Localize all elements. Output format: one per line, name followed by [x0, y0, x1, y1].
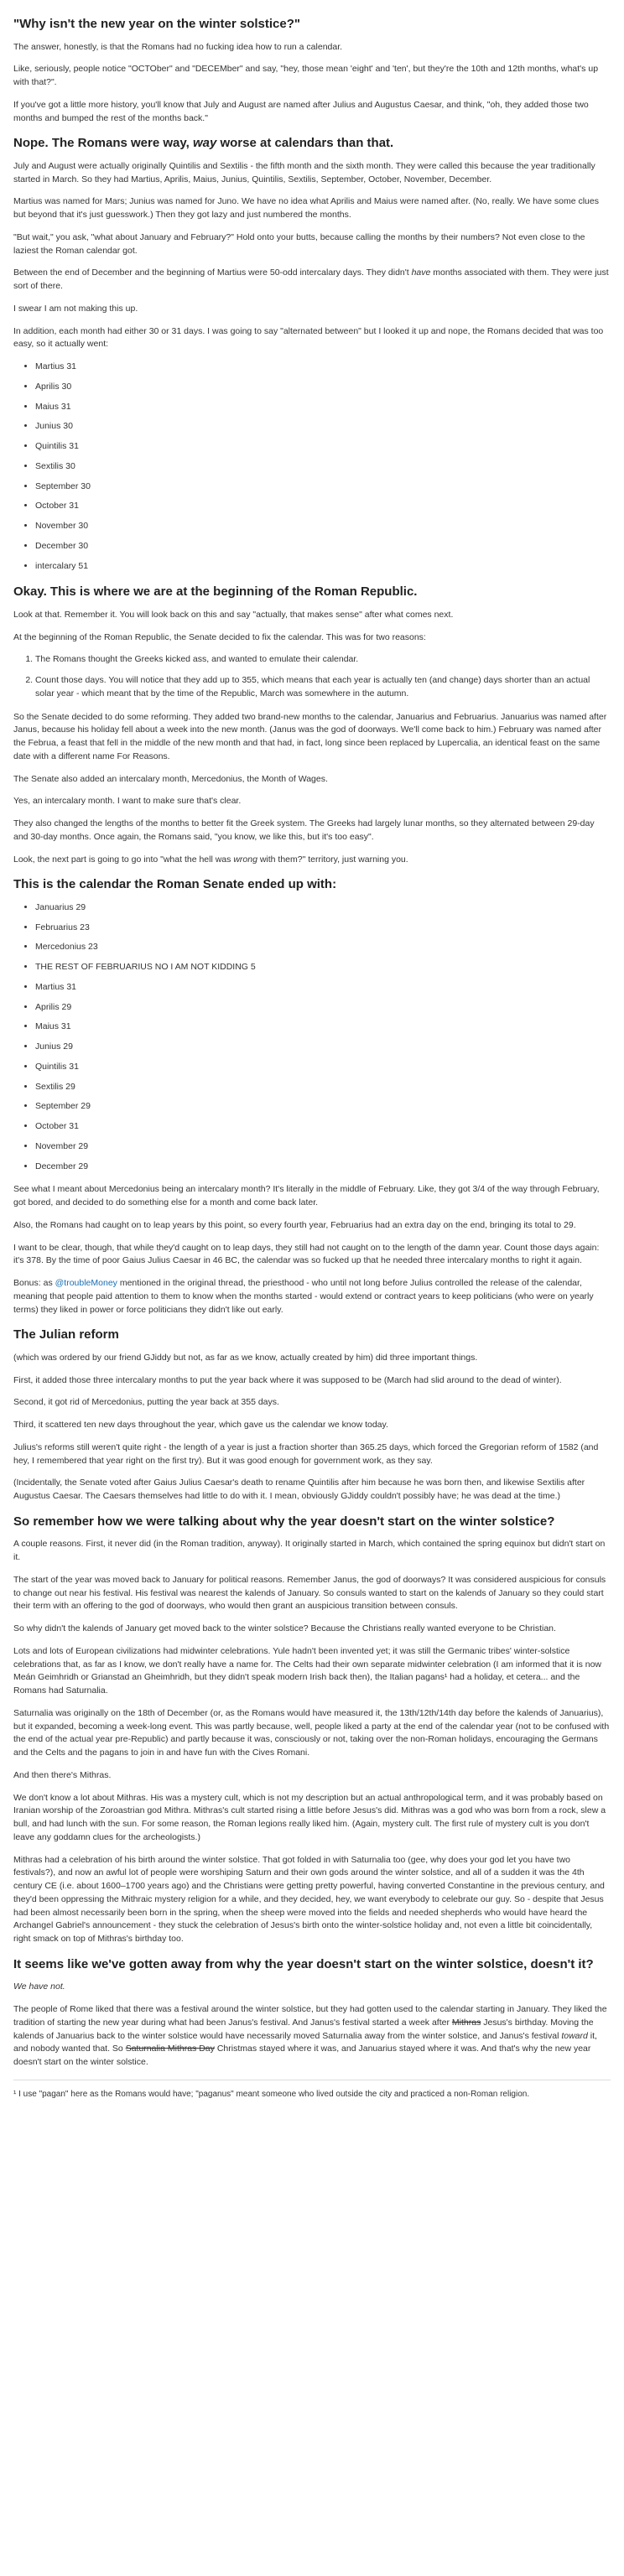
- paragraph: Mithras had a celebration of his birth around the winter solstice. That got folded in with Saturnalia too (gee, why does your god let you have two festivals?), and now an awful lot of people were worshiping Saturn and their own gods around the winter solstice, and all of a sudden it was the 4th century CE (i.e. about 1600–1700 years ago) and the Christians were getting pretty powerful, having converted Constantine in the previous century, and they'd been oppressing the Mithraic mystery religion for a while, and they decided, hey, we want everybody to celebrate our guy. So - despite that Jesus had been almost necessarily been born in the spring, when the sheep were moved into the fields and needed shepherds who would have heard the Archangel Gabriel's announcement - they stuck the celebration of Jesus's birth onto the winter-solstice holiday and, not even a little bit coincidentally, right smack on top of Mithras's birthday too.: [13, 1854, 605, 1944]
- paragraph: July and August were actually originally Quintilis and Sextilis - the fifth month and the sixth month. They were called this because the year traditionally started in March. So they had Martius, Aprilis, Maius, Junius, Quintilis, Sextilis, September, October, November, December.: [13, 160, 595, 184]
- paragraph: Yes, an intercalary month. I want to make sure that's clear.: [13, 796, 242, 807]
- paragraph: "But wait," you ask, "what about January and February?" Hold onto your butts, because calling the months by their numbers? Not even close to the laziest the Roman calendar got.: [13, 231, 585, 256]
- list-item: • Sextilis 29: [35, 1081, 611, 1094]
- list-item: • Martius 31: [35, 361, 611, 374]
- list-item: • Januarius 29: [35, 901, 611, 915]
- list-item: • Sextilis 30: [35, 460, 611, 474]
- new-month-list: [13, 901, 611, 1174]
- paragraph: See what I meant about Mercedonius being an intercalary month? It's literally in the middle of February. Like, they got 3/4 of the way through February, got bored, and decided to do something else for a month and come back later.: [13, 1184, 600, 1208]
- list-item: • October 31: [35, 1120, 611, 1134]
- paragraph: I want to be clear, though, that while they'd caught on to leap days, they still had not caught on to the length of the damn year. Count those days again: it's 378. By the time of poor Gaius Julius Caesar in 46 BC, the calendar was so fucked up that he needed three intercalary months to right it again.: [13, 1242, 600, 1266]
- section-title-solstice: So remember how we were talking about why the year doesn't start on the winter solstice?: [13, 1514, 555, 1529]
- paragraph: The Senate also added an intercalary month, Mercedonius, the Month of Wages.: [13, 773, 328, 784]
- paragraph: The answer, honestly, is that the Romans had no fucking idea how to run a calendar.: [13, 41, 343, 52]
- section-title-intro: "Why isn't the new year on the winter solstice?": [13, 17, 301, 31]
- paragraph: Second, it got rid of Mercedonius, putting the year back at 355 days.: [13, 1397, 279, 1408]
- list-item: • Aprilis 29: [35, 1001, 611, 1015]
- list-item: 1. The Romans thought the Greeks kicked ass, and wanted to emulate their calendar.: [35, 653, 611, 667]
- list-item: • Junius 30: [35, 420, 611, 434]
- paragraph: So why didn't the kalends of January get moved back to the winter solstice? Because the Christians really wanted everyone to be Christian.: [13, 1623, 556, 1633]
- paragraph: Between the end of December and the beginning of Martius were 50-odd intercalary days. They didn't have months associated with them. They were just sort of there.: [13, 267, 609, 291]
- paragraph: We have not.: [13, 1981, 65, 1992]
- paragraph: Look, the next part is going to go into "what the hell was wrong with them?" territory, just warning you.: [13, 854, 408, 865]
- list-item: • Quintilis 31: [35, 440, 611, 454]
- list-item: • December 30: [35, 540, 611, 553]
- section-title-julian: The Julian reform: [13, 1327, 119, 1343]
- paragraph: (which was ordered by our friend GJiddy but not, as far as we know, actually created by him) did three important things.: [13, 1352, 478, 1363]
- paragraph: Bonus: as @troubleMoney mentioned in the original thread, the priesthood - who until not long before Julius controlled the release of the calendar, meaning that people paid attention to them to know when the months started - would extend or contract years to keep politicians (who were on yearly terms) they liked in power or force politicians they didn't like out early.: [13, 1278, 594, 1315]
- paragraph: A couple reasons. First, it never did (in the Roman tradition, anyway). It originally started in March, which contained the spring equinox but didn't start on it.: [13, 1539, 606, 1562]
- paragraph: Like, seriously, people notice "OCTOber" and "DECEMber" and say, "hey, those mean 'eight' and 'ten', but they're the 10th and 12th months, what's up with that?".: [13, 64, 599, 87]
- reasons-list: [13, 653, 611, 700]
- list-item: • September 29: [35, 1100, 611, 1114]
- paragraph: (Incidentally, the Senate voted after Gaius Julius Caesar's death to rename Quintilis after him because he was born then, and likewise Sextilis after Augustus Caesar. The Caesars themselves had little to do with it. I mean, obviously GJiddy couldn't possibly have; he was dead at the time.): [13, 1478, 585, 1501]
- list-item: 2. Count those days. You will notice that they add up to 355, which means that each year is actually ten (and change) days shorter than an actual solar year - which meant that by the time of the Republic, March was somewhere in the autumn.: [35, 674, 611, 701]
- section-title-republic: Okay. This is where we are at the beginning of the Roman Republic.: [13, 584, 418, 600]
- paragraph: So the Senate decided to do some reforming. They added two brand-new months to the calendar, Januarius and Februarius. Januarius was named after Janus, because his holiday fell about a week into the new month. (Janus was the god of doorways. We'll come back to him.) February was named after the Februa, a feast that fell in the middle of the new month and that had, in fact, long since been replaced by Lupercalia, an identical feast on the same date with a different name For Reasons.: [13, 711, 607, 761]
- paragraph: If you've got a little more history, you'll know that July and August are named after Julius and Augustus Caesar, and think, "oh, they added those two months and bumped the rest of the months back.": [13, 99, 589, 123]
- paragraph: Martius was named for Mars; Junius was named for Juno. We have no idea what Aprilis and Maius were named after. (No, really. We have some clues but beyond that it's just guesswork.) Then they got lazy and just numbered the months.: [13, 196, 599, 220]
- list-item: • Februarius 23: [35, 922, 611, 935]
- user-mention-link[interactable]: @troubleMoney: [55, 1278, 117, 1288]
- list-item: • Junius 29: [35, 1041, 611, 1054]
- list-item: • THE REST OF FEBRUARIUS NO I AM NOT KIDDING 5: [35, 961, 611, 974]
- paragraph: Look at that. Remember it. You will look back on this and say "actually, that makes sense" after what comes next.: [13, 609, 454, 620]
- list-item: • September 30: [35, 480, 611, 494]
- paragraph: Lots and lots of European civilizations had midwinter celebrations. Yule hadn't been invented yet; it was still the Germanic tribes' winter-solstice celebrations that, as far as I know, we don't really have a name for. The Celts had their own separate midwinter celebration (I am informed that it is now Meán Geimhridh or Grianstad an Gheimhridh, but they didn't speak modern Irish back then), the Italian pagans¹ had a holiday, et cetera... and the Romans had Saturnalia.: [13, 1645, 601, 1696]
- list-item: • December 29: [35, 1161, 611, 1174]
- paragraph: The start of the year was moved back to January for political reasons. Remember Janus, the god of doorways? It was considered auspicious for consuls to change out near his festival. His festival was nearest the kalends of January. So consuls wanted to start on the kalends of January so they could start their term with an offering to the god of doorways, who would then grant an auspicious transition between consuls.: [13, 1574, 606, 1612]
- list-item: • Maius 31: [35, 401, 611, 414]
- paragraph: And then there's Mithras.: [13, 1769, 112, 1780]
- list-item: • Mercedonius 23: [35, 941, 611, 954]
- paragraph: In addition, each month had either 30 or 31 days. I was going to say "alternated between" but I looked it up and nope, the Romans decided that was too easy, so it actually went:: [13, 325, 604, 350]
- list-item: • intercalary 51: [35, 560, 611, 574]
- paragraph: We don't know a lot about Mithras. His was a mystery cult, which is not my description but an actual anthropological term, and it was probably based on Iranian worship of the Zoroastrian god Mithra. Mithras's cult started rising a little before Jesus's did. Mithras was a god who was born from a rock, slew a bull, and had lunch with the sun. For some reason, the Roman legions really liked him. (Again, mystery cult. The first rule of mystery cult is you don't leave any goddamn clues for the archeologists.): [13, 1792, 606, 1842]
- list-item: • Aprilis 30: [35, 381, 611, 394]
- paragraph: Saturnalia was originally on the 18th of December (or, as the Romans would have measured it, the 13th/12th/14th day before the kalends of Januarius), but it expanded, becoming a week-long event. This was partly because, well, people liked a party at the end of the calendar year (not to be confused with the end of the actual year pre-Republic) and partly because it was, consciously or not, taking over the non-Roman holidays, encouraging the Germans and the Celts and the pagans to join in and have fun with the Cives Romani.: [13, 1707, 610, 1758]
- paragraph: I swear I am not making this up.: [13, 303, 138, 314]
- paragraph: Julius's reforms still weren't quite right - the length of a year is just a fraction shorter than 365.25 days, which forced the Gregorian reform of 1582 (and hey, I remembered that year right on the first try). But it was good enough for government work, as they say.: [13, 1441, 599, 1466]
- section-title-nope: Nope. The Romans were way, way worse at calendars than that.: [13, 136, 394, 151]
- list-item: • Quintilis 31: [35, 1061, 611, 1074]
- list-item: • Maius 31: [35, 1021, 611, 1034]
- list-item: • November 29: [35, 1140, 611, 1154]
- list-item: • Martius 31: [35, 981, 611, 995]
- paragraph: The people of Rome liked that there was a festival around the winter solstice, but they had gotten used to the calendar starting in January. They liked the tradition of starting the new year during what had been Janus's festival. And Janus's festival started a week after Mithras Jesus's birthday. Moving the kalends of Januarius back to the winter solstice would have necessarily moved Saturnalia away from the winter solstice, and Janus's festival toward it, and nobody wanted that. So Saturnalia Mithras Day Christmas stayed where it was, and Januarius stayed where it was. And that's why the new year doesn't start on the winter solstice.: [13, 2004, 607, 2067]
- section-title-senate-calendar: This is the calendar the Roman Senate ended up with:: [13, 877, 337, 892]
- paragraph: They also changed the lengths of the months to better fit the Greek system. The Greeks had largely lunar months, so they alternated between 29-day and 30-day months. Once again, the Romans said, "you know, we like this, but it's too easy".: [13, 818, 595, 842]
- paragraph: Third, it scattered ten new days throughout the year, which gave us the calendar we know today.: [13, 1420, 388, 1430]
- list-item: • October 31: [35, 500, 611, 513]
- old-month-list: [13, 361, 611, 573]
- paragraph: Also, the Romans had caught on to leap years by this point, so every fourth year, Februarius had an extra day on the end, bringing its total to 29.: [13, 1219, 576, 1230]
- paragraph: At the beginning of the Roman Republic, the Senate decided to fix the calendar. This was for two reasons:: [13, 631, 426, 642]
- paragraph: First, it added those three intercalary months to put the year back where it was supposed to be (March had slid around to the dead of winter).: [13, 1374, 562, 1385]
- section-title-conclusion: It seems like we've gotten away from why the year doesn't start on the winter solstice, doesn't it?: [13, 1956, 594, 1971]
- list-item: • November 30: [35, 520, 611, 533]
- footnote: ¹ I use "pagan" here as the Romans would have; "paganus" meant someone who lived outside the city and practiced a non-Roman religion.: [13, 2080, 611, 2101]
